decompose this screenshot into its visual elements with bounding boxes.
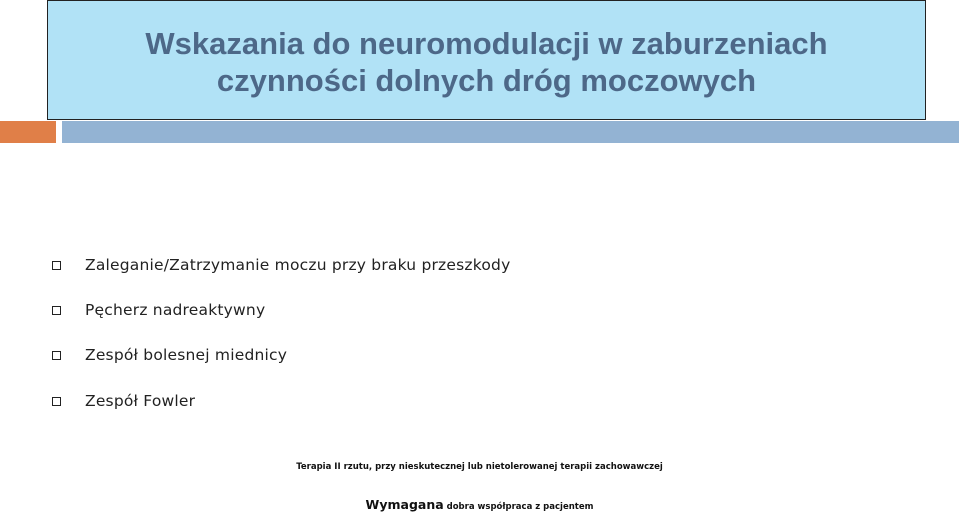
bullet-text: Pęcherz nadreaktywny: [85, 301, 266, 319]
title-box: [47, 0, 926, 120]
bullet-item: [52, 389, 195, 413]
cooperation-note-bold: Wymagana: [365, 497, 444, 512]
bullet-item: [52, 298, 265, 322]
slide-title: [48, 25, 925, 99]
hollow-square-bullet-icon: [52, 351, 61, 360]
cooperation-note-rest: dobra współpraca z pacjentem: [443, 502, 594, 512]
slide-title-line-1: Wskazania do neuromodulacji w zaburzeniach: [145, 26, 828, 61]
cooperation-note: [0, 494, 959, 512]
bullet-item: [52, 343, 287, 367]
therapy-note: Terapia II rzutu, przy nieskutecznej lub nietolerowanej terapii zachowawczej: [296, 462, 663, 472]
slide-title-line-2: czynności dolnych dróg moczowych: [216, 63, 757, 98]
accent-bar-blue: [62, 121, 959, 143]
bullet-text: Zaleganie/Zatrzymanie moczu przy braku przeszkody: [85, 256, 511, 274]
bullet-text: Zespół bolesnej miednicy: [85, 346, 288, 364]
bullet-text: Zespół Fowler: [85, 392, 196, 410]
bullet-item: [52, 253, 510, 277]
accent-bar-orange: [0, 121, 56, 143]
hollow-square-bullet-icon: [52, 397, 61, 406]
hollow-square-bullet-icon: [52, 306, 61, 315]
hollow-square-bullet-icon: [52, 261, 61, 270]
